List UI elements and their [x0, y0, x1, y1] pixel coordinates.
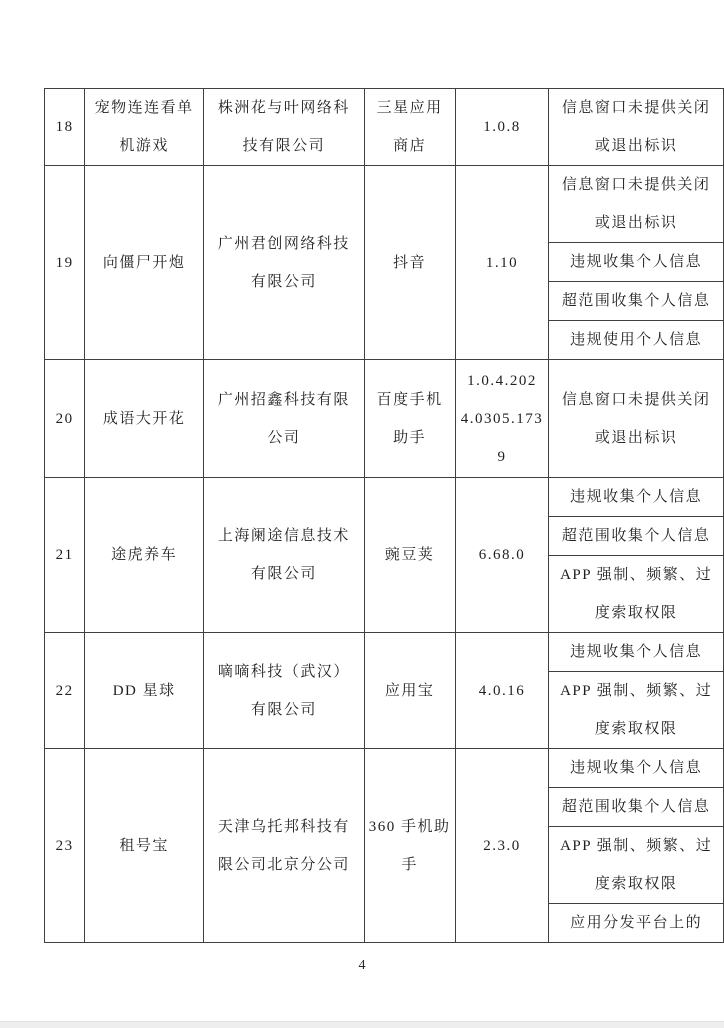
cell-version: 1.0.4.2024.0305.1739: [455, 360, 549, 478]
cell-developer: 嘀嘀科技（武汉）有限公司: [204, 633, 364, 749]
cell-developer: 广州君创网络科技有限公司: [204, 166, 364, 360]
cell-platform: 豌豆荚: [364, 478, 455, 633]
cell-row-number: 19: [45, 166, 85, 360]
cell-violation: 超范围收集个人信息: [549, 517, 724, 556]
cell-app-name: 租号宝: [85, 749, 204, 943]
cell-version: 4.0.16: [455, 633, 549, 749]
cell-developer: 天津乌托邦科技有限公司北京分公司: [204, 749, 364, 943]
cell-app-name: DD 星球: [85, 633, 204, 749]
cell-violation: 信息窗口未提供关闭或退出标识: [549, 89, 724, 166]
table-row: [45, 166, 724, 243]
cell-violation: APP 强制、频繁、过度索取权限: [549, 672, 724, 749]
cell-row-number: 20: [45, 360, 85, 478]
cell-row-number: 21: [45, 478, 85, 633]
cell-version: 1.10: [455, 166, 549, 360]
cell-violation: 违规收集个人信息: [549, 243, 724, 282]
table-row: [45, 478, 724, 517]
cell-violation: 违规收集个人信息: [549, 633, 724, 672]
cell-platform: 百度手机助手: [364, 360, 455, 478]
cell-violation: 违规使用个人信息: [549, 321, 724, 360]
cell-developer: 株洲花与叶网络科技有限公司: [204, 89, 364, 166]
cell-violation: APP 强制、频繁、过度索取权限: [549, 827, 724, 904]
table-row: [45, 633, 724, 672]
table-row: [45, 749, 724, 788]
cell-violation: 超范围收集个人信息: [549, 788, 724, 827]
cell-developer: 上海阑途信息技术有限公司: [204, 478, 364, 633]
cell-developer: 广州招鑫科技有限公司: [204, 360, 364, 478]
cell-version: 1.0.8: [455, 89, 549, 166]
cell-violation: 应用分发平台上的: [549, 904, 724, 943]
cell-app-name: 宠物连连看单机游戏: [85, 89, 204, 166]
cell-violation: APP 强制、频繁、过度索取权限: [549, 556, 724, 633]
table-row: [45, 360, 724, 478]
app-violation-table: [44, 88, 724, 943]
cell-row-number: 23: [45, 749, 85, 943]
cell-violation: 信息窗口未提供关闭或退出标识: [549, 360, 724, 478]
cell-platform: 360 手机助手: [364, 749, 455, 943]
cell-platform: 抖音: [364, 166, 455, 360]
table-row: [45, 89, 724, 166]
cell-app-name: 途虎养车: [85, 478, 204, 633]
cell-app-name: 成语大开花: [85, 360, 204, 478]
cell-version: 2.3.0: [455, 749, 549, 943]
page-number: 4: [358, 958, 366, 973]
cell-violation: 超范围收集个人信息: [549, 282, 724, 321]
cell-version: 6.68.0: [455, 478, 549, 633]
cell-row-number: 18: [45, 89, 85, 166]
cell-row-number: 22: [45, 633, 85, 749]
cell-violation: 信息窗口未提供关闭或退出标识: [549, 166, 724, 243]
cell-platform: 三星应用商店: [364, 89, 455, 166]
cell-platform: 应用宝: [364, 633, 455, 749]
cell-app-name: 向僵尸开炮: [85, 166, 204, 360]
cell-violation: 违规收集个人信息: [549, 749, 724, 788]
viewer-page-edge: [0, 1021, 724, 1028]
cell-violation: 违规收集个人信息: [549, 478, 724, 517]
